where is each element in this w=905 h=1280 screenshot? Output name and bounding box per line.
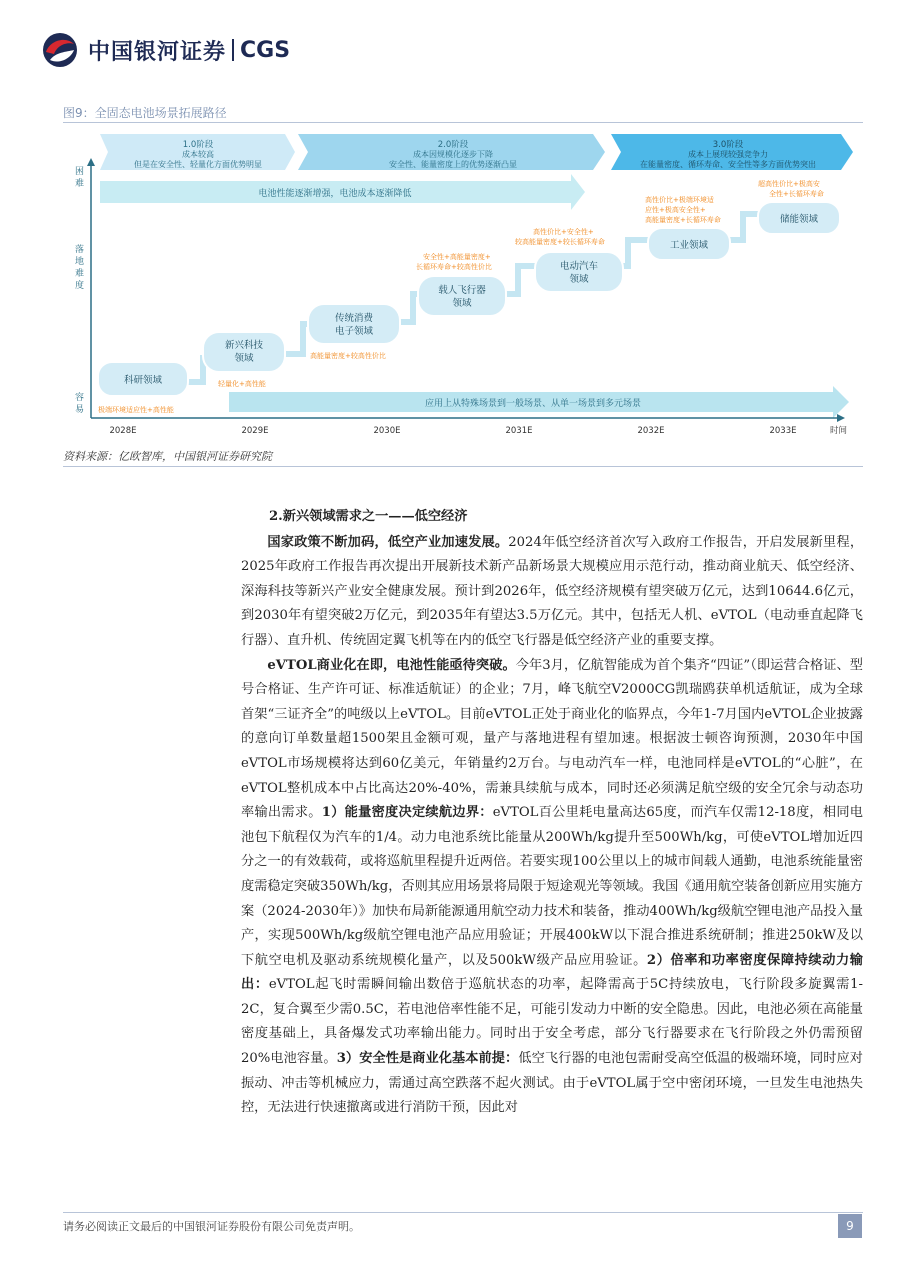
node-research-label: 科研领域 (123, 375, 163, 386)
page-number: 9 (838, 1214, 862, 1238)
x-tick-label: 2029E (241, 426, 269, 436)
y-axis-middle-label: 落地难度 (75, 245, 85, 291)
phase-2-line2: 安全性、能量密度上的优势逐渐凸显 (389, 160, 517, 169)
y-axis-arrowhead (87, 158, 95, 166)
phase-3-line2: 在能量密度、循环寿命、安全性等多方面优势突出 (640, 160, 816, 169)
x-tick-label: 2033E (769, 426, 797, 436)
paragraph-evtol (241, 654, 863, 1121)
node-emerging-tech (203, 332, 285, 388)
node-industrial-label: 工业领域 (669, 240, 709, 251)
brand-divider (232, 39, 234, 61)
phase-3-line1: 成本上展现较强竞争力 (688, 150, 768, 159)
node-emerging-tech-note: 轻量化+高性能 (218, 380, 266, 388)
y-axis-bottom-label: 容易 (75, 393, 85, 415)
node-manned-aircraft-note1: 安全性+高能量密度+ (423, 253, 491, 261)
phase-1-line1: 成本较高 (182, 150, 214, 159)
node-manned-aircraft-label1: 载人飞行器 (438, 285, 486, 296)
x-tick-label: 2028E (109, 426, 137, 436)
phase-2-name: 2.0阶段 (437, 140, 469, 150)
paragraph-policy-text: 2024年低空经济首次写入政府工作报告，开启发展新里程，2025年政府工作报告再次提出开展新技术新产品新场景大规模应用示范行动，推动商业航天、低空经济、深海科技等新兴产业安全健康发展。预计到2026年，低空经济规模有望突破万亿元，达到10644.6亿元，到2030年有望突破2万亿元，到2035年有望达3.5万亿元。其中，包括无人机、eVTOL（电动垂直起降飞行器）、直升机、传统固定翼飞机等在内的低空飞行器是低空经济产业的重要支撑。 (241, 534, 864, 648)
paragraph-evtol-lead: eVTOL商业化在即，电池性能亟待突破。 (267, 657, 516, 673)
phase-1-box (100, 134, 295, 170)
figure-source: 资料来源：亿欧智库，中国银河证券研究院 (63, 450, 272, 463)
node-energy-storage-label: 储能领域 (779, 214, 819, 225)
page-header (40, 30, 290, 70)
x-axis-label: 时间 (830, 426, 848, 436)
node-industrial-note2: 应性+极高安全性+高能量密度+长循环寿命 (645, 206, 721, 224)
node-consumer-electronics-note: 高能量密度+较高性价比 (310, 352, 386, 360)
application-arrow (229, 386, 849, 418)
node-emerging-tech-label2: 领域 (234, 353, 254, 364)
performance-arrow (100, 174, 585, 210)
paragraph-evtol-point1: 1）能量密度决定续航边界： (321, 805, 493, 821)
paragraph-evtol-text4: 低空飞行器的电池包需耐受高空低温的极端环境，同时应对振动、冲击等机械应力，需通过高空跌落不起火测试。由于eVTOL属于空中密闭环境，一旦发生电池热失控，无法进行快速撤离或进行消防干预，因此对 (241, 1051, 863, 1116)
x-tick-label: 2030E (373, 426, 401, 436)
node-emerging-tech-label1: 新兴科技 (224, 340, 264, 351)
phase-1-name: 1.0阶段 (182, 140, 214, 150)
node-manned-aircraft-note2: 长循环寿命+较高性价比 (416, 263, 492, 271)
figure-top-rule (63, 122, 863, 123)
phase-2-line1: 成本因规模化逐步下降 (413, 150, 493, 159)
node-electric-vehicle-label1: 电动汽车 (559, 261, 599, 272)
y-axis-top-label: 困难 (75, 167, 85, 189)
node-energy-storage-note2: 全性+长循环寿命 (769, 190, 824, 198)
node-energy-storage-note1: 超高性价比+极高安 (758, 180, 820, 188)
application-arrow-label: 应用上从特殊场景到一般场景、从单一场景到多元场景 (424, 399, 642, 409)
paragraph-evtol-point2: 2）倍率和功率密度保障持续动力输出： (241, 952, 863, 993)
node-consumer-electronics-label1: 传统消费 (334, 313, 374, 324)
paragraph-evtol-text2: eVTOL百公里耗电量高达65度，而汽车仅需12-18度，相同电池包下航程仅为汽车的1/4。动力电池系统比能量从200Wh/kg提升至500Wh/kg，可使eVTOL增加近四分之一的有效载荷，或将巡航里程提升近两倍。若要实现100公里以上的城市间载人通勤，电池系统能量密度需稳定突破350Wh/kg，否则其应用场景将局限于短途观光等领域。我国《通用航空装备创新应用实施方案（2024-2030年）》加快布局新能源通用航空动力技术和装备，推动400Wh/kg级航空锂电池产品投入量产，实现500Wh/kg级航空锂电池产品应用验证；开展400kW以下混合推进系统研制；推进250kW及以下航空电机及驱动系统规模化量产，以及500kW级产品应用验证。 (241, 805, 863, 968)
phase-3-name: 3.0阶段 (712, 140, 744, 150)
node-energy-storage (758, 179, 840, 234)
node-electric-vehicle (515, 227, 623, 292)
node-consumer-electronics-label2: 电子领域 (334, 326, 374, 337)
brand-name-en: CGS (240, 37, 291, 63)
article-body (241, 505, 863, 1121)
x-axis-arrowhead (837, 414, 845, 422)
phase-1-line2: 但是在安全性、轻量化方面优势明显 (134, 160, 262, 169)
phase-2-box (298, 134, 605, 170)
scenario-path-diagram (63, 124, 863, 442)
paragraph-evtol-text1: 今年3月，亿航智能成为首个集齐“四证”（即运营合格证、型号合格证、生产许可证、标准适航证）的企业；7月，峰飞航空V2000CG凯瑞鸥获单机适航证，成为全球首架“三证齐全”的吨级以上eVTOL。目前eVTOL正处于商业化的临界点，今年1-7月国内eVTOL企业披露的意向订单数量超1500架且金额可观，量产与落地进程有望加速。根据波士顿咨询预测，2030年中国eVTOL市场规模将达到60亿美元，年销量约2万台。与电动汽车一样，电池同样是eVTOL的“心脏”，在eVTOL整机成本中占比高达20%-40%，需兼具续航与成本，同时还必须满足航空级的安全冗余与动态功率输出需求。 (241, 657, 863, 821)
figure-title: 图9：全固态电池场景拓展路径 (63, 106, 227, 120)
performance-arrow-label: 电池性能逐渐增强，电池成本逐渐降低 (258, 189, 412, 199)
node-electric-vehicle-note2: 较高能量密度+较长循环寿命 (515, 238, 605, 246)
node-industrial (645, 195, 730, 260)
node-research (98, 362, 188, 414)
figure-bottom-rule (63, 466, 863, 467)
node-industrial-note1: 高性价比+极端环境适 (645, 196, 714, 204)
x-tick-label: 2032E (637, 426, 665, 436)
paragraph-policy (241, 531, 863, 654)
paragraph-policy-lead: 国家政策不断加码，低空产业加速发展。 (267, 534, 509, 550)
x-axis-ticks (109, 426, 796, 436)
cgs-logo-icon (40, 30, 80, 70)
paragraph-evtol-text3: eVTOL起飞时需瞬间输出数倍于巡航状态的功率，起降需高于5C持续放电，飞行阶段多旋翼需1-2C，复合翼至少需0.5C，若电池倍率性能不足，可能引发动力中断的安全隐患。因此，电池必须在高能量密度基础上，具备爆发式功率输出能力。同时出于安全考虑，部分飞行器要求在飞行阶段之外仍需预留20%电池容量。 (241, 977, 863, 1067)
phase-3-box (611, 134, 853, 170)
brand-name-cn: 中国银河证券 (88, 39, 227, 65)
x-tick-label: 2031E (505, 426, 533, 436)
node-electric-vehicle-note1: 高性价比+安全性+ (533, 228, 594, 236)
node-research-note: 极端环境适应性+高性能 (98, 406, 174, 414)
node-manned-aircraft (416, 252, 506, 316)
footer-disclaimer: 请务必阅读正文最后的中国银河证券股份有限公司免责声明。 (63, 1220, 360, 1233)
paragraph-evtol-point3: 3）安全性是商业化基本前提： (336, 1051, 519, 1067)
footer-rule (63, 1212, 863, 1213)
section-title: 2.新兴领域需求之一——低空经济 (269, 509, 468, 524)
node-manned-aircraft-label2: 领域 (452, 298, 472, 309)
node-electric-vehicle-label2: 领域 (569, 274, 589, 285)
node-consumer-electronics (308, 304, 400, 360)
